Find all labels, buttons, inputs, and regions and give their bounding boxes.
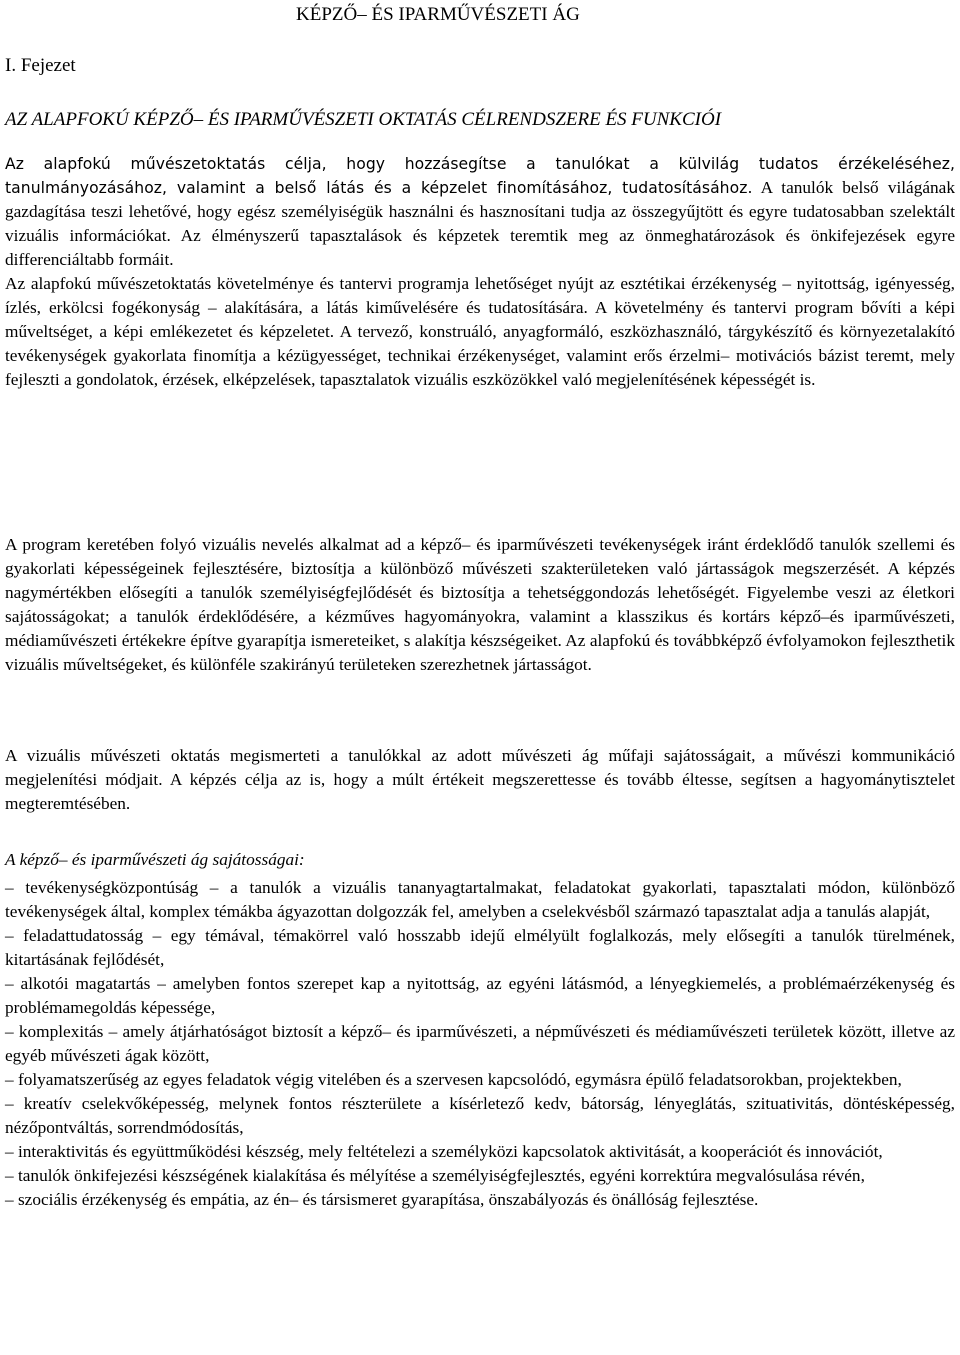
paragraph (5, 152, 955, 272)
paragraph: A program keretében folyó vizuális nevelés alkalmat ad a képző– és iparművészeti tevékenységek iránt érdeklődő tanulók szellemi és gyakorlati képességeinek fejlesztésére, biztosítja a különböző művészeti szakterületeken való jártasságok megszerzését. A képzés nagymértékben elősegíti a tanulók személyiségfejlődését és biztosítja a tehetséggondozás lehetőségét. Figyelembe veszi az életkori sajátosságokat; a tanulók érdeklődésére, a kézműves hagyományokra, valamint a klasszikus és kortárs képző–és iparművészeti, médiaművészeti értékekre építve gyarapítja ismereteiket, s alakítja készségeiket. Az alapfokú és továbbképző évfolyamokon fejleszthetik vizuális műveltségeket, és különféle szakirányú területeken szerezhetnek jártasságot. (5, 535, 955, 674)
features-heading: A képző– és iparművészeti ág sajátosságai: (5, 850, 305, 869)
list-item: – folyamatszerűség az egyes feladatok végig vitelében és a szervesen kapcsolódó, egymásra épülő feladatsorokban, projektekben, (5, 1070, 902, 1089)
list-item: – tevékenységközpontúság – a tanulók a vizuális tananyagtartalmakat, feladatokat gyakorlati, tapasztalati módon, különböző tevékenységek által, komplex témákba ágyazottan dolgozzák fel, amelyben a cselekvésből származó tapasztalat adja a tanulás alapját, (5, 878, 955, 921)
section-title: AZ ALAPFOKÚ KÉPZŐ– ÉS IPARMŰVÉSZETI OKTATÁS CÉLRENDSZERE ÉS FUNKCIÓI (5, 109, 722, 130)
list-item: – szociális érzékenység és empátia, az én– és társismeret gyarapítása, önszabályozás és önállóság fejlesztése. (5, 1190, 759, 1209)
intro-section (5, 152, 955, 392)
features-list (5, 876, 955, 1212)
list-item: – feladattudatosság – egy témával, témakörrel való hosszabb idejű elmélyült foglalkozás, mely elősegíti a tanulók türelmének, kitartásának fejlődését, (5, 926, 955, 969)
list-item: – alkotói magatartás – amelyben fontos szerepet kap a nyitottság, az egyéni látásmód, a lényegkiemelés, a problémaérzékenység és problémamegoldás képessége, (5, 974, 955, 1017)
paragraph-text: A tanulók belső világának gazdagítása teszi lehetővé, hogy egész személyiségük használni és hasznosítani tudja az összegyűjtött és egyre tudatosabban szelektált vizuális információkat. Az élményszerű tapasztalások és képzetek teremtik meg az önmeghatározások és önkifejezések egyre differenciáltabb formáit. (5, 178, 955, 269)
list-item: – komplexitás – amely átjárhatóságot biztosít a képző– és iparművészeti, a népművészeti és médiaművészeti területek között, illetve az egyéb művészeti ágak között, (5, 1022, 955, 1065)
communication-section (5, 744, 955, 816)
chapter-heading: I. Fejezet (5, 55, 76, 76)
paragraph: A vizuális művészeti oktatás megismerteti a tanulókkal az adott művészeti ág műfaji sajátosságait, a művészi kommunikáció megjelenítési módjait. A képzés célja az is, hogy a múlt értékeit megszerettesse és tovább éltesse, segítsen a hagyománytisztelet megteremtésében. (5, 746, 955, 813)
list-item: – tanulók önkifejezési készségének kialakítása és mélyítése a személyiségfejlesztés, egyéni korrektúra megvalósulása révén, (5, 1166, 865, 1185)
paragraph-text: Az alapfokú művészetoktatás célja, hogy hozzásegítse a tanulókat a külvilág tudatos érzékeléséhez, tanulmányozásához, valamint a belső látás és a képzelet finomításához, tudatosításához. (5, 155, 955, 197)
list-item: – kreatív cselekvőképesség, melynek fontos részterülete a kísérletező kedv, bátorság, lényeglátás, szituativitás, döntésképesség, nézőpontváltás, sorrendmódosítás, (5, 1094, 955, 1137)
paragraph: Az alapfokú művészetoktatás követelménye és tantervi programja lehetőséget nyújt az esztétikai érzékenység – nyitottság, igényesség, ízlés, erkölcsi fogékonyság – alakítására, a látás kiművelésére és tudatosítására. A követelmény és tantervi program bővíti a képi műveltséget, a képi emlékezetet és képzeletet. A tervező, konstruáló, anyagformáló, eszközhasználó, tárgykészítő és környezetalakító tevékenységek gyakorlata finomítja a kézügyességet, technikai érzékenységet, valamint erős érzelmi– motivációs bázist teremt, mely fejleszti a gondolatok, érzések, elképzelések, tapasztalatok vizuális eszközökkel való megjelenítésének képességét is. (5, 274, 955, 389)
program-section (5, 533, 955, 677)
document-title: KÉPZŐ– ÉS IPARMŰVÉSZETI ÁG (296, 4, 580, 25)
list-item: – interaktivitás és együttműködési készség, mely feltételezi a személyközi kapcsolatok aktivitását, a kooperációt és innovációt, (5, 1142, 883, 1161)
